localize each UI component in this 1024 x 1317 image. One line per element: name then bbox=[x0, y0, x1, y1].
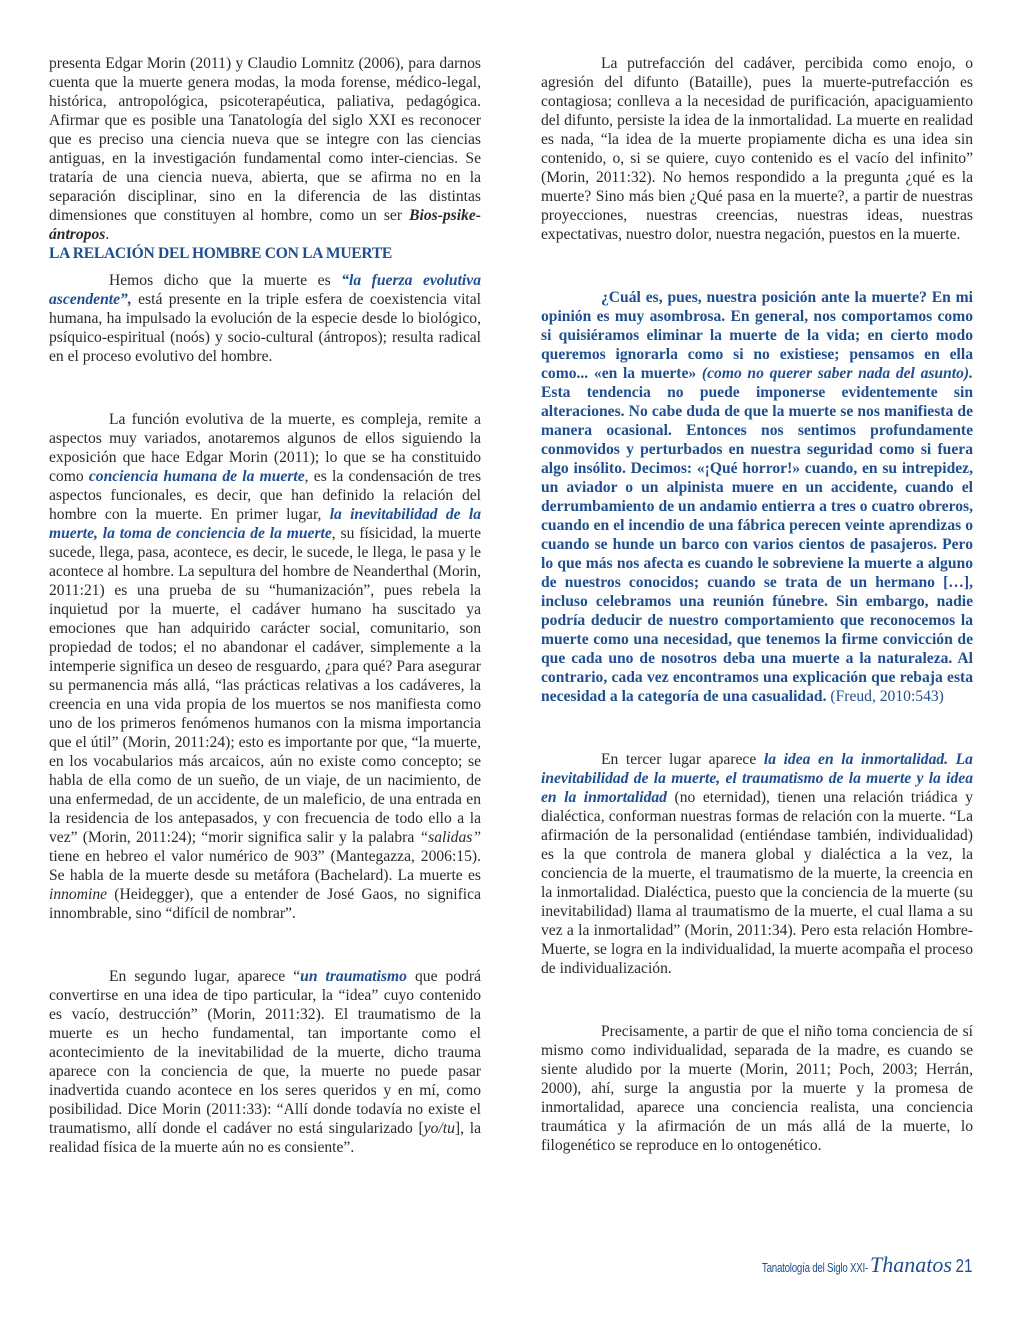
paragraph: Precisamente, a partir de que el niño toma conciencia de sí mismo como individualidad, separada de la madre, es cuando se siente aludido por la muerte (Morin, 2011; Poch, 2003; Herrán, 2000), ahí, surge la angustia por la muerte y la promesa de inmortalidad, aparece una conciencia realista, una conciencia traumática y la afirmación de un más allá de la muerte, lo filogenético se reproduce en lo ontogenético. bbox=[541, 1023, 973, 1154]
paragraph: presenta Edgar Morin (2011) y Claudio Lomnitz (2006), para darnos cuenta que la muerte genera modas, la moda forense, médico-legal, histórica, antropológica, psicoterapéutica, paliativa, pedagógica. Afirmar que es posible una Tanatología del siglo XXI es reconocer que es preciso una ciencia nueva que se integre con las ciencias antiguas, en la investigación fundamental como inter-ciencias. Se trataría de una ciencia nueva, abierta, que se afirma no en la separación disciplinar, sino en la diferencia de las distintas dimensiones que constituyen al hombre, como un ser Bios-psike-ántropos. bbox=[49, 55, 481, 243]
page-footer bbox=[732, 1252, 974, 1278]
magazine-name: Thanatos bbox=[870, 1252, 952, 1277]
page-number: 21 bbox=[955, 1256, 973, 1276]
paragraph: En tercer lugar aparece la idea en la inmortalidad. La inevitabilidad de la muerte, el traumatismo de la muerte y la idea en la inmortalidad (no eternidad), tienen una relación triádica y dialéctica, conforman nuestras formas de relación con la muerte. “La afirmación de la personalidad (entiéndase también, individualidad) es la que controla de manera global y dialéctica a la vez, la conciencia de la muerte, el traumatismo de la muerte, la creencia en la inmortalidad. Dialéctica, puesto que la conciencia de la muerte (su inevitabilidad) llama al traumatismo de la muerte, el cual llama a su vez a la inmortalidad” (Morin, 2011:34). Pero esta relación Hombre-Muerte, se logra en la individualidad, la muerte acompaña el proceso de individualización. bbox=[541, 751, 973, 977]
section-heading: LA RELACIÓN DEL HOMBRE CON LA MUERTE bbox=[49, 245, 393, 262]
journal-series-label: Tanatología del Siglo XXI- bbox=[761, 1261, 869, 1275]
right-column bbox=[541, 54, 973, 1155]
left-column bbox=[49, 54, 481, 1157]
paragraph: La función evolutiva de la muerte, es compleja, remite a aspectos muy variados, anotaremos algunos de ellos siguiendo la exposición que hace Edgar Morin (2011); lo que se ha constituido como conciencia humana de la muerte, es la condensación de tres aspectos funcionales, es decir, que han definido la relación del hombre con la muerte. En primer lugar, la inevitabilidad de la muerte, la toma de conciencia de la muerte, su físicidad, la muerte sucede, llega, pasa, acontece, es decir, le sucede, le llega, le pasa y le acontece al hombre. La sepultura del hombre de Neanderthal (Morin, 2011:21) es una prueba de su “humanización”, pues rebela la inquietud por la muerte, el cadáver humano ha suscitado ya emociones que han adquirido carácter social, comunitario, son propiedad de todos; el no abandonar el cadáver, simplemente a la intemperie significa un deseo de resguardo, ¿para qué? Para asegurar su permanencia más allá, “las prácticas relativas a los cadáveres, la creencia en una vida propia de los muertos se nos manifiesta como uno de los primeros fenómenos humanos con la misma importancia que el útil” (Morin, 2011:24); esto es importante por que, “la muerte, en los vocabularios más arcaicos, aún no existe como concepto; se habla de ella como de un sueño, de un viaje, de un nacimiento, de una enfermedad, de un accidente, de un maleficio, de una entrada en la residencia de los antepasados, y con frecuencia de todo ello a la vez” (Morin, 2011:24); “morir significa salir y la palabra “salidas” tiene en hebreo el valor numérico de 903” (Mantegazza, 2006:15). Se habla de la muerte desde su metáfora (Bachelard). La muerte es innomine (Heidegger), que a entender de José Gaos, no significa innombrable, sino “difícil de nombrar”. bbox=[49, 411, 482, 922]
paragraph: La putrefacción del cadáver, percibida como enojo, o agresión del difunto (Bataille), pues la muerte-putrefacción es contagiosa; conlleva a la necesidad de purificación, apaciguamiento del difunto, persiste la idea de la inmortalidad. La muerte en realidad es nada, “la idea de la muerte propiamente dicha es una idea sin contenido, o, si se quiere, cuyo contenido es el vacío del infinito” (Morin, 2011:32). No hemos respondido a la pregunta ¿qué es la muerte? Sino más bien ¿Qué pasa en la muerte?, a partir de nuestras proyecciones, nuestras creencias, nuestras ideas, nuestras expectativas, nuestro dolor, nuestra negación, puestos en la muerte. bbox=[541, 55, 973, 243]
paragraph: Hemos dicho que la muerte es “la fuerza evolutiva ascendente”, está presente en la triple esfera de coexistencia vital humana, ha impulsado la evolución de la especie desde lo biológico, psíquico-espiritual (noós) y socio-cultural (ántropos); resulta radical en el proceso evolutivo del hombre. bbox=[49, 272, 481, 365]
paragraph: En segundo lugar, aparece “un traumatismo que podrá convertirse en una idea de tipo particular, la “idea” cuyo contenido es vacío, destrucción” (Morin, 2011:32). El traumatismo de la muerte es un hecho fundamental, tan importante como el acontecimiento de la inevitabilidad de la muerte, dicho trauma aparece con la conciencia de que, la muerte no puede pasar inadvertida cuando acontece en los seres queridos y en mí, como posibilidad. Dice Morin (2011:33): “Allí donde todavía no existe el traumatismo, allí donde el cadáver no está singularizado [yo/tu], la realidad física de la muerte aún no es consiente”. bbox=[49, 968, 481, 1156]
block-quote: ¿Cuál es, pues, nuestra posición ante la muerte? En mi opinión es muy asombrosa. En general, nos comportamos como si quisiéramos eliminar la muerte de la vida; en cierto modo queremos ignorarla como si no existiese; pensamos en ella como... «en la muerte» (como no querer saber nada del asunto). Esta tendencia no puede imponerse evidentemente sin alteraciones. No cabe duda de que la muerte se nos manifiesta de manera ocasional. Entonces nos sentimos profundamente conmovidos y perturbados en nuestra seguridad como si fuera algo insólito. Decimos: «¡Qué horror!» cuando, en su intrepidez, un aviador o un alpinista muere en un accidente, cuando el derrumbamiento de un andamio entierra a tres o cuatro obreros, cuando en el incendio de una fábrica perecen veinte aprendizas o cuando se hunde un barco con varios cientos de pasajeros. Pero lo que más nos afecta es cuando le sobreviene la muerte a alguno de nuestros conocidos; cuando se trata de un hermano […], incluso celebramos una reunión fúnebre. Sin embargo, nadie podría deducir de nuestro comportamiento que reconocemos la muerte como una necesidad, que tenemos la firme convicción de que cada uno de nosotros deba una muerte a la naturaleza. Al contrario, cada vez encontramos una explicación que rebaja esta necesidad a la categoría de una casualidad. (Freud, 2010:543) bbox=[541, 289, 974, 705]
